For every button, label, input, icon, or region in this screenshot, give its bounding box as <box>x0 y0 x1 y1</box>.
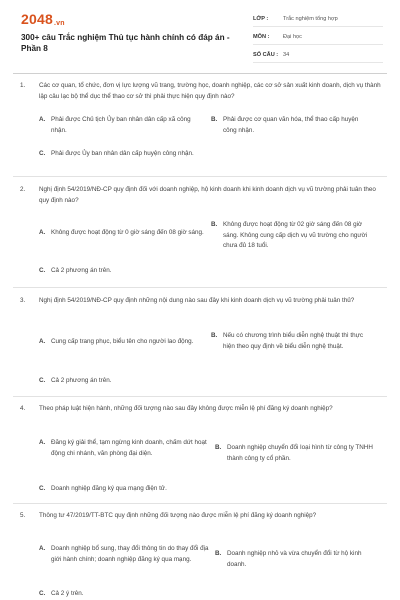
question-number: 2. <box>20 186 26 193</box>
option-c[interactable] <box>39 266 204 277</box>
site-logo[interactable] <box>21 11 65 27</box>
option-text: Cung cấp trang phục, biểu tên cho người lao động. <box>51 338 194 345</box>
option-c[interactable] <box>39 376 204 387</box>
option-c[interactable] <box>39 149 204 160</box>
meta-value: 34 <box>283 52 290 58</box>
question-text: Theo pháp luật hiện hành, những đối tượng nào sau đây không được miễn lệ phí đăng ký doanh nghiệp? <box>39 405 333 412</box>
option-c[interactable] <box>39 589 204 600</box>
question-2 <box>20 185 384 274</box>
meta-value: Đại học <box>283 34 302 40</box>
question-text: Nghị định 54/2019/NĐ-CP quy định đối với doanh nghiệp, hộ kinh doanh khi kinh doanh dịch vụ vũ trường phải tuân theo quy định nào? <box>39 186 376 204</box>
question-separator <box>13 176 387 177</box>
option-b[interactable] <box>215 549 375 570</box>
option-text: Nếu có chương trình biểu diễn nghệ thuật thì thực hiện theo quy định về biểu diễn nghệ thuật. <box>223 332 363 350</box>
option-letter: A. <box>39 229 46 236</box>
option-text: Phải được cơ quan văn hóa, thể thao cấp huyện công nhận. <box>223 116 359 134</box>
option-text: Cả 2 phương án trên. <box>51 267 112 274</box>
option-letter: C. <box>39 267 46 274</box>
option-letter: A. <box>39 439 46 446</box>
meta-value: Trắc nghiệm tổng hợp <box>283 16 338 22</box>
option-letter: A. <box>39 338 46 345</box>
option-b[interactable] <box>211 115 369 136</box>
question-text: Nghị định 54/2019/NĐ-CP quy định những nội dung nào sau đây khi kinh doanh dịch vụ vũ trường phải tuân thủ? <box>39 297 355 304</box>
option-text: Doanh nghiệp bổ sung, thay đổi thông tin do thay đổi địa giới hành chính; doanh nghiệp đăng ký qua mạng. <box>51 545 209 563</box>
option-letter: B. <box>215 550 222 557</box>
option-a[interactable] <box>39 115 204 136</box>
option-letter: C. <box>39 485 46 492</box>
option-b[interactable] <box>211 331 371 352</box>
option-text: Phải được Chủ tịch Ủy ban nhân dân cấp xã công nhận. <box>51 116 191 134</box>
meta-row-count <box>253 48 383 63</box>
question-stem <box>20 185 384 206</box>
meta-label: LỚP : <box>253 16 269 22</box>
option-letter: C. <box>39 150 46 157</box>
option-letter: C. <box>39 590 46 597</box>
question-3 <box>20 296 384 384</box>
option-text: Phải được Ủy ban nhân dân cấp huyện công nhận. <box>51 150 194 157</box>
question-stem <box>20 511 384 522</box>
option-letter: B. <box>211 332 218 339</box>
option-text: Cả 2 phương án trên. <box>51 377 112 384</box>
meta-label: SỐ CÂU : <box>253 52 279 58</box>
option-letter: A. <box>39 545 46 552</box>
option-letter: B. <box>215 444 222 451</box>
question-1 <box>20 81 384 157</box>
option-text: Đăng ký giải thể, tạm ngừng kinh doanh, chấm dứt hoạt động chi nhánh, văn phòng đại diện. <box>51 439 207 457</box>
question-stem <box>20 296 384 307</box>
document-meta <box>253 12 383 66</box>
question-separator <box>13 503 387 504</box>
logo-suffix: .vn <box>53 20 65 27</box>
option-a[interactable] <box>39 337 204 348</box>
option-a[interactable] <box>39 438 209 459</box>
question-text: Thông tư 47/2019/TT-BTC quy định những đối tượng nào được miễn lệ phí đăng ký doanh nghiệp? <box>39 512 317 519</box>
option-b[interactable] <box>211 220 371 252</box>
header-divider <box>13 73 387 74</box>
option-b[interactable] <box>215 443 375 464</box>
question-number: 3. <box>20 297 26 304</box>
page-header <box>0 0 400 72</box>
question-number: 4. <box>20 405 26 412</box>
question-separator <box>13 396 387 397</box>
question-number: 1. <box>20 82 26 89</box>
meta-label: MÔN : <box>253 34 270 40</box>
question-4 <box>20 404 384 492</box>
question-text: Các cơ quan, tổ chức, đơn vị lực lượng vũ trang, trường học, doanh nghiệp, các cơ sở sản xuất kinh doanh, dịch vụ thành lập câu lạc bộ thể dục thể thao cơ sở thì phải thực hiện quy định nào? <box>39 82 381 100</box>
question-stem <box>20 81 384 102</box>
option-letter: A. <box>39 116 46 123</box>
question-5 <box>20 511 384 597</box>
document-title: 300+ câu Trắc nghiệm Thủ tục hành chính có đáp án - Phần 8 <box>21 33 230 53</box>
option-text: Doanh nghiệp đăng ký qua mạng điện tử. <box>51 485 167 492</box>
option-text: Cả 2 ý trên. <box>51 590 84 597</box>
meta-row-class <box>253 12 383 27</box>
option-c[interactable] <box>39 484 239 495</box>
option-letter: C. <box>39 377 46 384</box>
logo-text: 2048 <box>21 11 53 27</box>
option-letter: B. <box>211 116 218 123</box>
option-text: Doanh nghiệp chuyển đổi loại hình từ công ty TNHH thành công ty cổ phần. <box>227 444 373 462</box>
question-number: 5. <box>20 512 26 519</box>
option-a[interactable] <box>39 228 204 239</box>
question-stem <box>20 404 384 415</box>
option-text: Không được hoạt động từ 0 giờ sáng đến 08 giờ sáng. <box>51 229 204 236</box>
option-text: Doanh nghiệp nhỏ và vừa chuyển đổi từ hộ kinh doanh. <box>227 550 362 568</box>
question-separator <box>13 287 387 288</box>
option-text: Không được hoạt động từ 02 giờ sáng đến 08 giờ sáng. Không cung cấp dịch vụ vũ trường cho người chưa đủ 18 tuổi. <box>223 221 368 249</box>
meta-row-subject <box>253 30 383 45</box>
option-a[interactable] <box>39 544 209 565</box>
option-letter: B. <box>211 221 218 228</box>
